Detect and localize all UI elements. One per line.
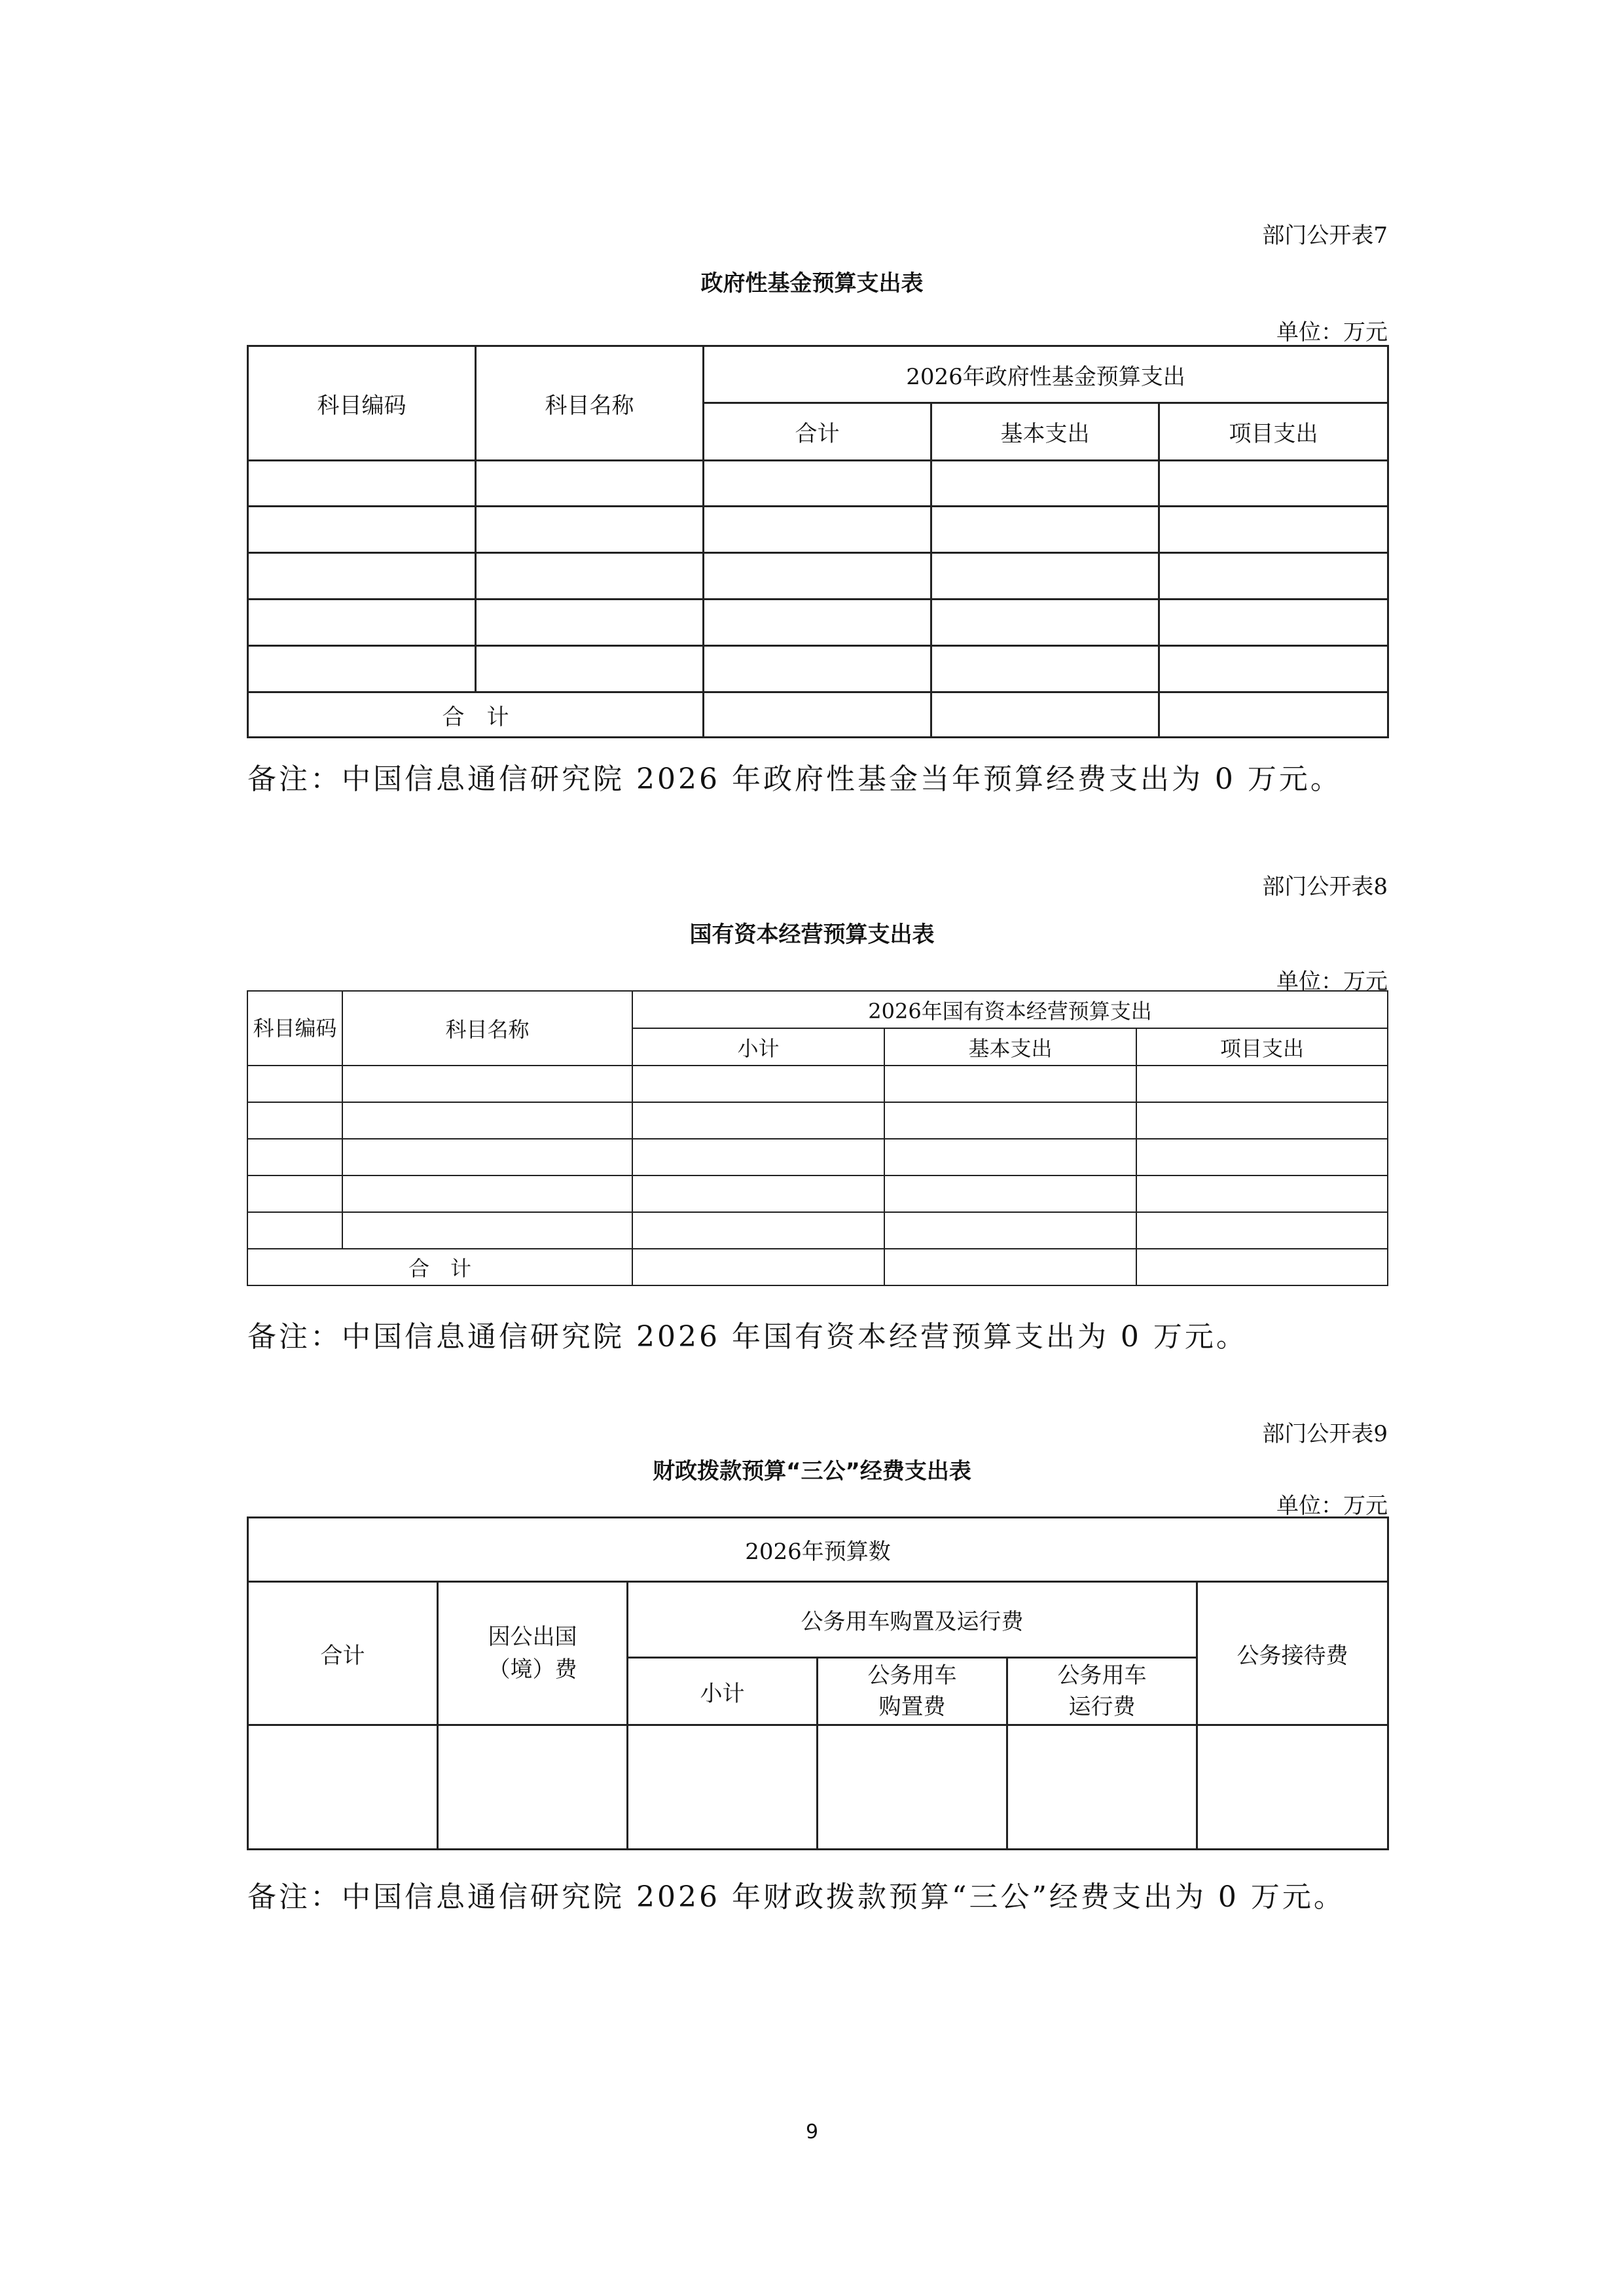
table7-header-code: 科目编码 bbox=[248, 346, 476, 461]
table9-note: 备注：中国信息通信研究院 2026 年财政拨款预算“三公”经费支出为 0 万元。 bbox=[247, 1880, 1345, 1914]
table9-unit: 单位：万元 bbox=[1276, 1493, 1388, 1519]
table-row bbox=[248, 1725, 1388, 1850]
table8-title: 国有资本经营预算支出表 bbox=[689, 922, 935, 948]
table7-tag: 部门公开表7 bbox=[1262, 223, 1388, 249]
table9-header-subtotal: 小计 bbox=[628, 1658, 818, 1725]
table-row bbox=[247, 1102, 1388, 1139]
table7-note: 备注：中国信息通信研究院 2026 年政府性基金当年预算经费支出为 0 万元。 bbox=[247, 762, 1342, 796]
table8-header-basic: 基本支出 bbox=[884, 1028, 1136, 1066]
table9 bbox=[247, 1516, 1389, 1850]
table7-header-project: 项目支出 bbox=[1159, 403, 1388, 461]
table8-header-group: 2026年国有资本经营预算支出 bbox=[632, 991, 1388, 1028]
table7 bbox=[247, 345, 1389, 738]
table9-header-top: 2026年预算数 bbox=[248, 1518, 1388, 1582]
table-row bbox=[248, 646, 1388, 692]
table8-note: 备注：中国信息通信研究院 2026 年国有资本经营预算支出为 0 万元。 bbox=[247, 1320, 1248, 1354]
table-row bbox=[248, 507, 1388, 553]
table9-title: 财政拨款预算“三公”经费支出表 bbox=[653, 1458, 971, 1484]
table-row bbox=[247, 1139, 1388, 1175]
table7-title: 政府性基金预算支出表 bbox=[700, 270, 924, 296]
table7-header-group: 2026年政府性基金预算支出 bbox=[704, 346, 1388, 403]
table9-header-total: 合计 bbox=[248, 1582, 438, 1725]
table8-total-label: 合 计 bbox=[247, 1249, 632, 1285]
table-row bbox=[248, 553, 1388, 600]
table8-header-subtotal: 小计 bbox=[632, 1028, 884, 1066]
table8-tag: 部门公开表8 bbox=[1262, 874, 1388, 900]
table7-header-basic: 基本支出 bbox=[931, 403, 1159, 461]
table8-total-row bbox=[247, 1249, 1388, 1285]
table8-unit: 单位：万元 bbox=[1276, 969, 1388, 995]
table7-header-name: 科目名称 bbox=[476, 346, 704, 461]
page-number: 9 bbox=[805, 2121, 819, 2144]
table-row bbox=[247, 1066, 1388, 1102]
table8-header-name: 科目名称 bbox=[342, 991, 632, 1066]
table9-header-vehicle-purchase: 公务用车购置费 bbox=[818, 1658, 1007, 1725]
table9-header-abroad: 因公出国（境）费 bbox=[438, 1582, 628, 1725]
table-row bbox=[247, 1212, 1388, 1249]
table-row bbox=[248, 461, 1388, 507]
table-row bbox=[247, 1175, 1388, 1212]
table7-unit: 单位：万元 bbox=[1276, 319, 1388, 346]
table7-total-row bbox=[248, 692, 1388, 738]
table8-header-code: 科目编码 bbox=[247, 991, 342, 1066]
table7-total-label: 合 计 bbox=[248, 692, 704, 738]
table9-header-vehicle-operation: 公务用车运行费 bbox=[1007, 1658, 1197, 1725]
table9-header-vehicle-group: 公务用车购置及运行费 bbox=[628, 1582, 1197, 1658]
table8-header-project: 项目支出 bbox=[1136, 1028, 1388, 1066]
table8 bbox=[247, 990, 1388, 1286]
table-row bbox=[248, 600, 1388, 646]
table7-header-total: 合计 bbox=[704, 403, 931, 461]
table9-header-reception: 公务接待费 bbox=[1197, 1582, 1388, 1725]
table9-tag: 部门公开表9 bbox=[1262, 1421, 1388, 1447]
